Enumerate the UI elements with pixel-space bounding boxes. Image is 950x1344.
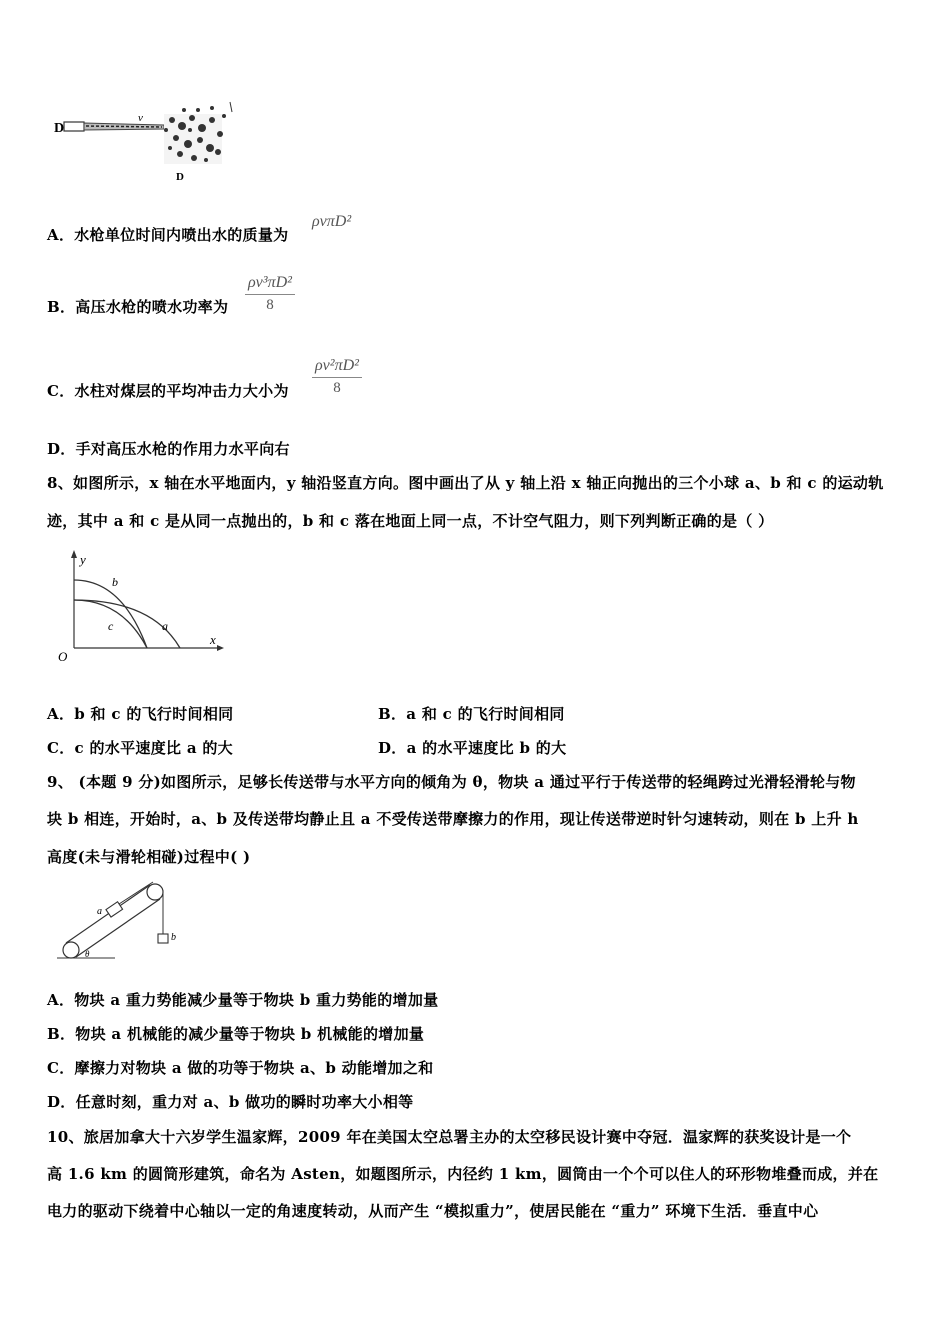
q9-option-b: B．物块 a 机械能的减少量等于物块 b 机械能的增加量 bbox=[47, 1025, 425, 1043]
q7-option-b-formula: $\frac{\text{ρv³πD²}}{8}$ bbox=[245, 272, 295, 315]
q7-option-a: A．水枪单位时间内喷出水的质量为 bbox=[47, 226, 289, 244]
q8-stem-line1: 8、如图所示，x 轴在水平地面内，y 轴沿竖直方向。图中画出了从 y 轴上沿 x 轴正向抛出的三个小球 a、b 和 c 的运动轨 bbox=[47, 474, 884, 492]
axis-label-y: y bbox=[80, 552, 86, 567]
q7-option-d: D．手对高压水枪的作用力水平向右 bbox=[47, 440, 290, 458]
label-theta: θ bbox=[85, 949, 90, 959]
q8-option-c: C．c 的水平速度比 a 的大 bbox=[47, 739, 233, 757]
label-D-left: D bbox=[54, 121, 65, 136]
label-D-bottom: D bbox=[176, 171, 184, 183]
q9-stem-line2: 块 b 相连，开始时，a、b 及传送带均静止且 a 不受传送带摩擦力的作用，现让传送带逆时针匀速转动，则在 b 上升 h bbox=[47, 810, 859, 828]
q7-option-b: B．高压水枪的喷水功率为 bbox=[47, 298, 229, 316]
q8-stem-line2: 迹，其中 a 和 c 是从同一点抛出的，b 和 c 落在地面上同一点，不计空气阻力，则下列判断正确的是（ ） bbox=[47, 512, 774, 530]
origin-label: O bbox=[58, 649, 68, 664]
label-a: a bbox=[162, 619, 168, 633]
q10-stem-line2: 高 1.6 km 的圆筒形建筑，命名为 Asten，如题图所示，内径约 1 km，圆筒由一个个可以住人的环形物堆叠而成，并在 bbox=[47, 1165, 879, 1183]
axis-label-x: x bbox=[210, 632, 216, 647]
q9-option-d: D．任意时刻，重力对 a、b 做功的瞬时功率大小相等 bbox=[47, 1093, 414, 1111]
q9-option-c: C．摩擦力对物块 a 做的功等于物块 a、b 动能增加之和 bbox=[47, 1059, 434, 1077]
q9-stem-line3: 高度(未与滑轮相碰)过程中( ) bbox=[47, 848, 251, 866]
label-block-b: b bbox=[171, 932, 176, 943]
q7-option-a-formula: ρvπD² bbox=[312, 213, 352, 230]
q8-option-a: A．b 和 c 的飞行时间相同 bbox=[47, 705, 234, 723]
trajectory-b bbox=[74, 580, 147, 648]
q8-option-d: D．a 的水平速度比 b 的大 bbox=[378, 739, 567, 757]
label-v: v bbox=[138, 112, 143, 124]
q7-option-c: C．水柱对煤层的平均冲击力大小为 bbox=[47, 382, 289, 400]
water-gun-figure bbox=[52, 100, 242, 186]
q7-option-c-formula: $\frac{\text{ρv²πD²}}{8}$ bbox=[312, 355, 362, 398]
q10-stem-line3: 电力的驱动下绕着中心轴以一定的角速度转动，从而产生 “模拟重力”，使居民能在 “重力” 环境下生活．垂直中心 bbox=[47, 1202, 819, 1220]
conveyor-figure bbox=[55, 876, 195, 966]
label-c: c bbox=[108, 619, 114, 633]
trajectory-figure bbox=[52, 548, 227, 666]
label-b: b bbox=[112, 575, 118, 589]
q9-stem-line1: 9、 (本题 9 分)如图所示，足够长传送带与水平方向的倾角为 θ，物块 a 通过平行于传送带的轻绳跨过光滑轻滑轮与物 bbox=[47, 773, 856, 791]
label-block-a: a bbox=[97, 906, 102, 917]
q8-option-b: B．a 和 c 的飞行时间相同 bbox=[378, 705, 565, 723]
q10-stem-line1: 10、旅居加拿大十六岁学生温家辉，2009 年在美国太空总署主办的太空移民设计赛中夺冠．温家辉的获奖设计是一个 bbox=[47, 1128, 852, 1146]
q9-option-a: A．物块 a 重力势能减少量等于物块 b 重力势能的增加量 bbox=[47, 991, 439, 1009]
